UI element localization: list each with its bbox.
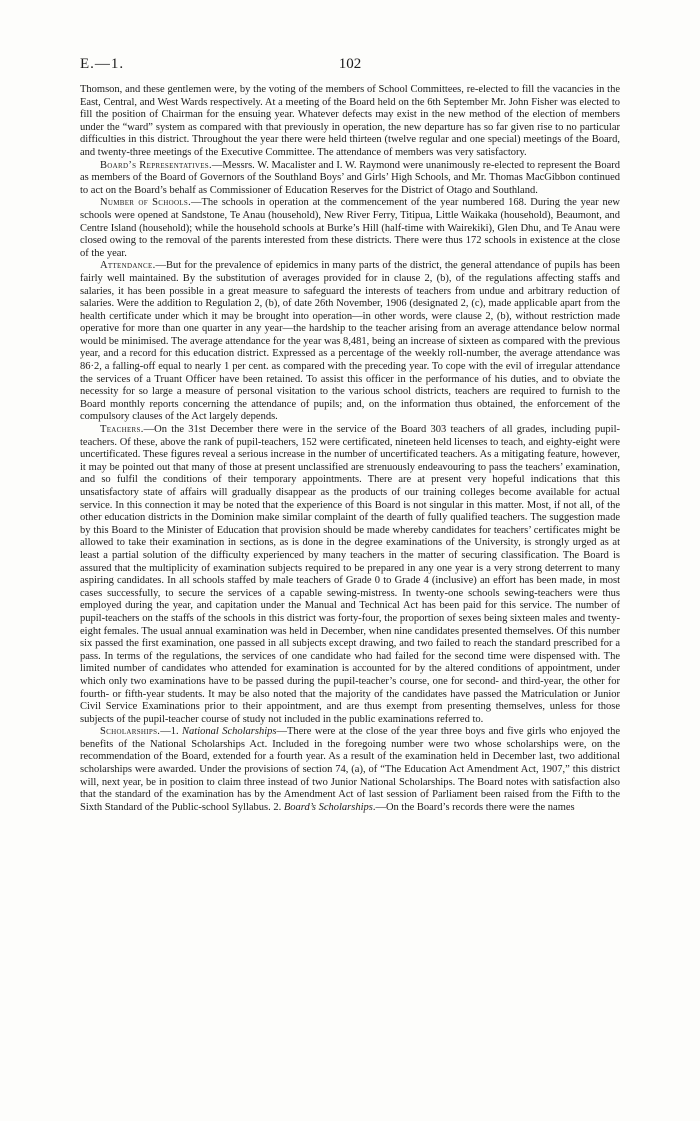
section-heading: Board’s Representatives. xyxy=(100,159,212,171)
report-body xyxy=(80,84,620,814)
report-reference: E.—1. xyxy=(80,56,125,72)
section-heading: Attendance. xyxy=(100,260,156,272)
paragraph-teachers: Teachers.—On the 31st December there were in the service of the Board 303 teachers of all grades, including pupil-teachers. Of these, above the rank of pupil-teachers, 152 were certificated, nineteen held licenses to teach, and eighty-eight were uncertificated. These figures reveal a serious increase in the number of uncertificated teachers. As a mitigating feature, however, it may be pointed out that many of those at present unclassified are strenuously endeavouring to pass the teachers’ examination, and so fulfil the conditions of their temporary appointments. There are at present very hopeful indications that this unsatisfactory state of affairs will gradually disappear as the products of our training colleges become available for actual service. In this connection it may be noted that the experience of this Board is not singular in this matter. Most, if not all, of the other education districts in the Dominion make similar complaint of the dearth of fully qualified teachers. The suggestion made by this Board to the Minister of Education that provision should be made whereby candidates for teachers’ certificates might be allowed to take their examination in sections, as is done in the degree examinations of the University, is strongly urged as at least a partial solution of the difficulty experienced by many teachers in the matter of securing classification. The Board is assured that the multiplicity of examination subjects required to be prepared in any one year is a very strong deterrent to many aspiring candidates. In all schools staffed by male teachers of Grade 0 to Grade 4 (inclusive) an effort has been made, in most cases successfully, to secure the services of a capable sewing-mistress. In twenty-one schools sewing-teachers were thus employed during the year, and capitation under the Manual and Technical Act has been paid for this service. The number of pupil-teachers on the staffs of the schools in this district was forty-four, the proportion of sexes being sixteen males and twenty-eight females. The usual annual examination was held in December, when nine candidates presented themselves. Of this number six passed the first examination, one passed in all subjects except drawing, and two failed to reach the standard prescribed for a pass. In terms of the regulations, the services of one candidate who had failed for the second time were dispensed with. The limited number of candidates who attended for examination is accounted for by the altered conditions of appointment, under which only two examinations have to be passed during the pupil-teacher’s course, one for second- and third-year, the other for fourth- or fifth-year students. It may be also noted that the majority of the candidates have passed the Matriculation or Junior Civil Service Examinations prior to their appointment, and are thus exempt from presenting themselves, unless for those subjects of the pupil-teacher course of study not included in the public examinations referred to. xyxy=(80,424,620,725)
paragraph-attendance: Attendance.—But for the prevalence of epidemics in many parts of the district, the general attendance of pupils has been fairly well maintained. By the substitution of averages provided for in clause 2, (b), of the regulations affecting staffs and salaries, it has been possible in a great measure to safeguard the interests of teachers from undue and arbitrary reduction of salaries. Were the addition to Regulation 2, (b), of date 26th November, 1906 (designated 2, (c), made applicable apart from the health certificate under which it may be brought into operation—in other words, were clause 2, (b), without restriction made operative for more than one quarter in any year—the hardship to the teacher arising from an average attendance below normal would be minimised. The average attendance for the year was 8,481, being an increase of sixteen as compared with the previous year, and a record for this education district. Expressed as a percentage of the weekly roll-number, the average attendance was 86·2, a falling-off equal to nearly 1 per cent. as compared with the preceding year. To cope with the evil of irregular attendance the services of a Truant Officer have been retained. To assist this officer in the performance of his duties, and to obviate the necessity for so large a measure of personal visitation to the various school districts, teachers are required to furnish to the Board monthly reports concerning the attendance of pupils; and, on the information thus obtained, the enforcement of the compulsory clauses of the Act largely depends. xyxy=(80,260,620,423)
section-heading: Scholarships. xyxy=(100,726,161,738)
paragraph-scholarships: Scholarships.—1. National Scholarships—There were at the close of the year three boys and five girls who enjoyed the benefits of the National Scholarships Act. Included in the foregoing number were two whose scholarships were, on the recommendation of the Board, extended for a fourth year. As a result of the examination held in December last, two additional scholarships were awarded. Under the provisions of section 74, (a), of “The Education Act Amendment Act, 1907,” this district will, next year, be in position to claim three instead of two Junior National Scholarships. The Board notes with satisfaction also that the standard of the examination has by the Amendment Act of last session of Parliament been raised from the Fifth to the Sixth Standard of the Public-school Syllabus. 2. Board’s Scholarships.—On the Board’s records there were the names xyxy=(80,726,621,813)
page-header xyxy=(80,56,620,80)
subheading-national-scholarships: National Scholarships xyxy=(182,726,277,738)
paragraph-board-representatives: Board’s Representatives.—Messrs. W. Macalister and I. W. Raymond were unanimously re-elected to represent the Board as members of the Board of Governors of the Southland Boys’ and Girls’ High Schools, and Mr. Thomas MacGibbon continued to act on the Board’s behalf as Commissioner of Education Reserves for the District of Otago and Southland. xyxy=(80,159,620,196)
paragraph-number-of-schools: Number of Schools.—The schools in operation at the commencement of the year numbered 168. During the year new schools were opened at Sandstone, Te Anau (household), New River Ferry, Titipua, Little Waikaka (household), Beaumont, and Centre Island (household); while the household schools at Burke’s Hill (half-time with Wairekiki), Glen Dhu, and Te Anau were closed owing to the removal of the parents interested from these districts. There were thus 172 schools in existence at the close of the year. xyxy=(80,197,621,259)
section-heading: Number of Schools. xyxy=(100,197,192,209)
subheading-boards-scholarships: Board’s Scholarships xyxy=(283,801,373,813)
page-number: 102 xyxy=(338,56,362,72)
paragraph-board-election: Thomson, and these gentlemen were, by the voting of the members of School Committees, re-elected to fill the vacancies in the East, Central, and West Wards respectively. At a meeting of the Board held on the 6th September Mr. John Fisher was elected to fill the position of Chairman for the ensuing year. Whatever defects may exist in the new method of the election of members under the “ward” system as compared with that previously in operation, the new departure has so far given rise to no particular difficulties in this district. Throughout the year there were held thirteen (twelve regular and one special) meetings of the Board, and twenty-three meetings of the Executive Committee. The attendance of members was very satisfactory. xyxy=(80,84,620,158)
section-heading: Teachers. xyxy=(100,424,144,436)
